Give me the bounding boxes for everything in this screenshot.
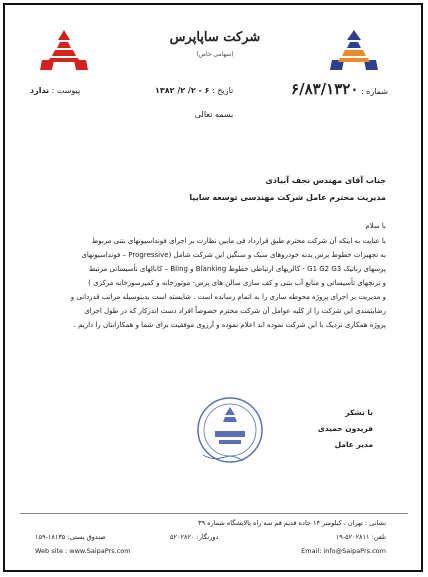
letter-attachment xyxy=(30,86,80,95)
signer-title: مدیر عامل xyxy=(334,440,373,449)
saipa-red-logo-icon xyxy=(40,28,88,72)
date-value: ۶ - ۲/ ۲/ ۱۳۸۲ xyxy=(155,86,210,95)
closing: با تشکر xyxy=(345,408,373,417)
footer-divider xyxy=(20,513,408,514)
footer-phone: تلفن: ۵۲۰۲۸۱۱-۱۹ xyxy=(335,533,386,541)
body-line: پروژه همکاری نزدیک با این شرکت نموده اند اعلام نموده و آرزوی موفقیت برای شما و همکارانتان را داریم . xyxy=(73,321,386,329)
footer-fax: دورنگار: ۵۲۰۲۸۲۰ xyxy=(170,533,219,541)
footer-website: Web site : www.SaipaPrs.com xyxy=(35,547,131,555)
company-subtitle: (سهامی خاص) xyxy=(196,51,234,58)
body-line: پرسهای رباتیک G1 G2 G3 - کالریهای ارتباطی خطوط Blanking و Bling – کانالهای تأسیساتی مرتبط xyxy=(88,265,386,273)
company-name: شرکت ساپاپرس xyxy=(169,30,261,45)
body-line: رضایتمندی این شرکت را از کلیه عوامل آن شرکت محترم خصوصاً افراد دست اندرکار که در طول اجرای xyxy=(84,307,386,315)
date-label: تاریخ : xyxy=(212,86,234,95)
body-line: و مدیریت بر اجرای پروژه محوطه سازی را به اتمام رسانده است . شایسته است بدینوسیله مراتب قدردانی و xyxy=(70,293,386,301)
addressee-title: مدیریت محترم عامل شرکت مهندسی توسعه سایپا xyxy=(189,193,386,202)
body-line: با عنایت به اینکه آن شرکت محترم طبق قرارداد فی مابین نظارت بر اجرای فونداسیونهای بتنی مربوط xyxy=(91,237,386,245)
saipa-blue-logo-icon xyxy=(330,28,378,72)
salutation: با سلام xyxy=(365,222,386,230)
addressee-name: جناب آقای مهندس نجف آبیادی xyxy=(265,176,386,185)
number-value: ۶/۸۳/۱۳۲۰ xyxy=(291,80,359,98)
body-line: و ترنچهای تأسیساتی و منابع آب بتنی و کف سازی سالن های پرس- موتورخانه و کمپرسورخانه مرکزی ) xyxy=(88,279,386,287)
number-label: شماره : xyxy=(360,87,388,96)
attachment-label: پیوست : xyxy=(51,86,81,95)
company-seal-icon xyxy=(195,395,265,465)
footer-address: نشانی : تهران ، کیلومتر ۱۴ جاده قدیم قم سه راه پالایشگاه شماره ۳۹ xyxy=(198,519,386,527)
basmala: بسمه تعالی xyxy=(194,110,234,119)
attachment-value: ندارد xyxy=(30,86,50,95)
signer-name: فریدون حمیدی xyxy=(317,424,373,433)
letter-body xyxy=(30,234,386,332)
footer-pobox: صندوق پستی: ۱۸۱۳۵-۱۵۹ xyxy=(35,533,106,541)
body-line: به تجهیزات خطوط پرس بدنه خودروهای سبک و سنگین این شرکت شامل (Progressive – فونداسیونهای xyxy=(81,251,386,259)
footer-email: Email: info@SaipaPrs.com xyxy=(301,547,386,555)
letter-number xyxy=(291,80,388,98)
letter-date xyxy=(155,86,233,95)
